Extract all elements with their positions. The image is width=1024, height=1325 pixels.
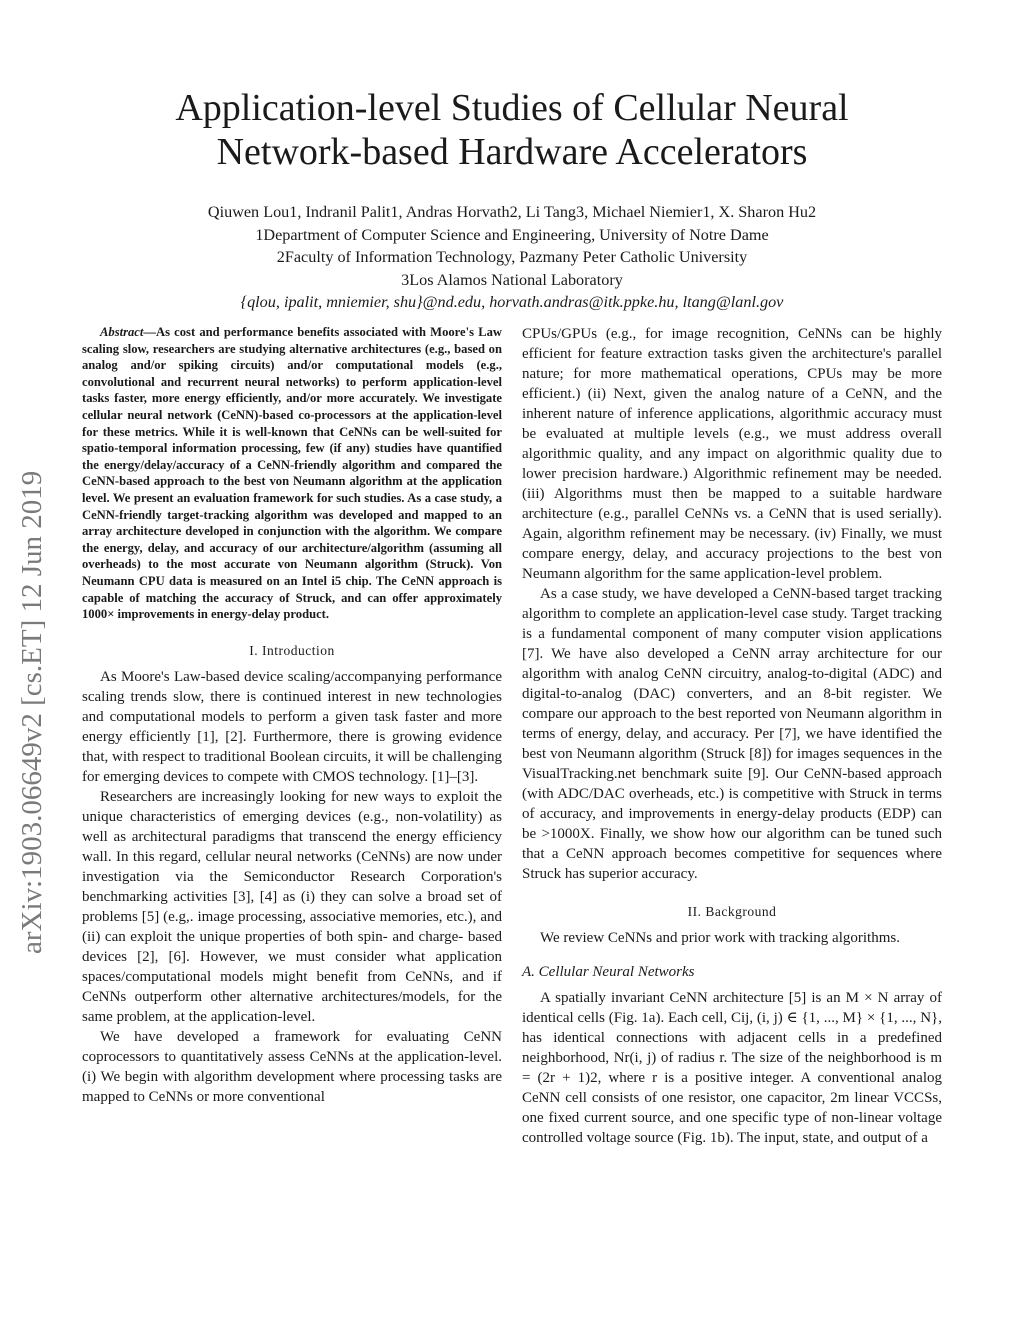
section-heading-background: II. Background [687,904,777,919]
author-emails: {qlou, ipalit, mniemier, shu}@nd.edu, horvath.andras@itk.ppke.hu, ltang@lanl.gov [240,293,784,311]
right-column [522,324,942,1148]
abstract-label: Abstract [100,325,144,339]
arxiv-identifier: arXiv:1903.06649v2 [cs.ET] 12 Jun 2019 [16,470,48,954]
affiliation-3: 3Los Alamos National Laboratory [401,270,623,289]
section-heading-introduction: I. Introduction [249,642,335,658]
paper-title-text: Application-level Studies of Cellular Neural Network-based Hardware Accelerators [175,87,849,173]
intro-paragraph-2: Researchers are increasingly looking for new ways to exploit the unique characteristics of emerging devices (e.g., non-volatility) as well as architectural paradigms that transcend the energy efficiency wall. In this regard, cellular neural networks (CeNNs) are now under investigation via the Semiconductor Research Corporation's benchmarking activities [3], [4] as (i) they can solve a broad set of problems [5] (e.g,. image processing, associative memories, etc.), and (ii) can exploit the unique properties of both spin- and charge- based devices [2], [6]. However, we must consider what application spaces/computational models might benefit from CeNNs, and if CeNNs outperform other alternative architectures/models, for the same problem, at the application-level. [82,788,502,1025]
background-paragraph-2: A spatially invariant CeNN architecture [5] is an M × N array of identical cells (Fig. 1a). Each cell, Cij, (i, j) ∈ {1, ..., M} × {1, ..., N}, has identical connections with adjacent cells in a predefined neighborhood, Nr(i, j) of radius r. The size of the neighborhood is m = (2r + 1)2, where r is a positive integer. A conventional analog CeNN cell consists of one resistor, one capacitor, 2m linear VCCSs, one fixed current source, and one specific type of non-linear voltage controlled voltage source (Fig. 1b). The input, state, and output of a [522,990,942,1146]
left-column [82,324,502,1107]
intro-paragraph-4: CPUs/GPUs (e.g., for image recognition, CeNNs can be highly efficient for feature extraction tasks given the architecture's parallel nature; for more mathematical operations, CPUs may be more efficient.) (ii) Next, given the analog nature of a CeNN, and the inherent nature of inference applications, algorithmic accuracy must be evaluated at multiple levels (e.g., we must address overall algorithmic quality, and any impact on algorithmic quality due to lower precision hardware.) Algorithmic refinement may be needed. (iii) Algorithms must then be mapped to a suitable hardware architecture (e.g., parallel CeNNs vs. a CeNN that is used serially). Again, algorithm refinement may be necessary. (iv) Finally, we must compare energy, delay, and accuracy projections to the best von Neumann algorithm for the same application-level problem. [522,326,942,582]
affiliation-2: 2Faculty of Information Technology, Pazmany Peter Catholic University [276,248,748,266]
intro-paragraph-3: We have developed a framework for evaluating CeNN coprocessors to quantitatively assess CeNNs at the application-level. (i) We begin with algorithm development where processing tasks are mapped to CeNNs or more conventional [82,1028,502,1105]
abstract [82,324,502,623]
intro-paragraph-5: As a case study, we have developed a CeNN-based target tracking algorithm to complete an application-level case study. Target tracking is a fundamental component of many computer vision applications [7]. We have also developed a CeNN array architecture for our algorithm with analog CeNN circuitry, analog-to-digital (ADC) and digital-to-analog (DAC) converters, and an 8-bit register. We compare our approach to the best reported von Neumann algorithm in terms of energy, delay, and accuracy. Per [7], we have identified the best von Neumann algorithm (Struck [8]) for images sequences in the VisualTracking.net benchmark suite [9]. Our CeNN-based approach (with ADC/DAC overheads, etc.) is competitive with Struck in terms of accuracy, and improvements in energy-delay products (EDP) can be >1000X. Finally, we show how our algorithm can be tuned such that a CeNN approach becomes competitive for sequences where Struck has superior accuracy. [522,586,942,882]
affiliation-1: 1Department of Computer Science and Engineering, University of Notre Dame [255,225,769,244]
author-names: Qiuwen Lou1, Indranil Palit1, Andras Horvath2, Li Tang3, Michael Niemier1, X. Sharon Hu2 [207,203,817,221]
author-block [0,201,1024,314]
intro-paragraph-1: As Moore's Law-based device scaling/accompanying performance scaling trends slow, there is continued interest in new technologies and computational models to perform a given task faster and more energy efficiently [1], [2]. Furthermore, there is growing evidence that, with respect to traditional Boolean circuits, it will be challenging for emerging devices to compete with CMOS technology. [1]–[3]. [82,668,502,785]
abstract-text: —As cost and performance benefits associated with Moore's Law scaling slow, researchers are studying alternative architectures (e.g., based on analog and/or spiking circuits) and/or computational models (e.g., convolutional and recurrent neural networks) to perform application-level tasks faster, more energy efficiently, and/or more accurately. We investigate cellular neural network (CeNN)-based co-processors at the application-level for these metrics. While it is well-known that CeNNs can be well-suited for spatio-temporal information processing, few (if any) studies have quantified the energy/delay/accuracy of a CeNN-friendly algorithm and compared the CeNN-based approach to the best von Neumann algorithm at the application level. We present an evaluation framework for such studies. As a case study, a CeNN-friendly target-tracking algorithm was developed and mapped to an array architecture developed in conjunction with the algorithm. We compare the energy, delay, and accuracy of our architecture/algorithm (assuming all overheads) to the most accurate von Neumann algorithm (Struck). Von Neumann CPU data is measured on an Intel i5 chip. The CeNN approach is capable of matching the accuracy of Struck, and can offer approximately 1000× improvements in energy-delay product. [82,325,502,622]
background-paragraph-1: We review CeNNs and prior work with tracking algorithms. [540,930,900,946]
paper-title [0,86,1024,174]
subsection-heading-cenn: A. Cellular Neural Networks [522,964,695,980]
